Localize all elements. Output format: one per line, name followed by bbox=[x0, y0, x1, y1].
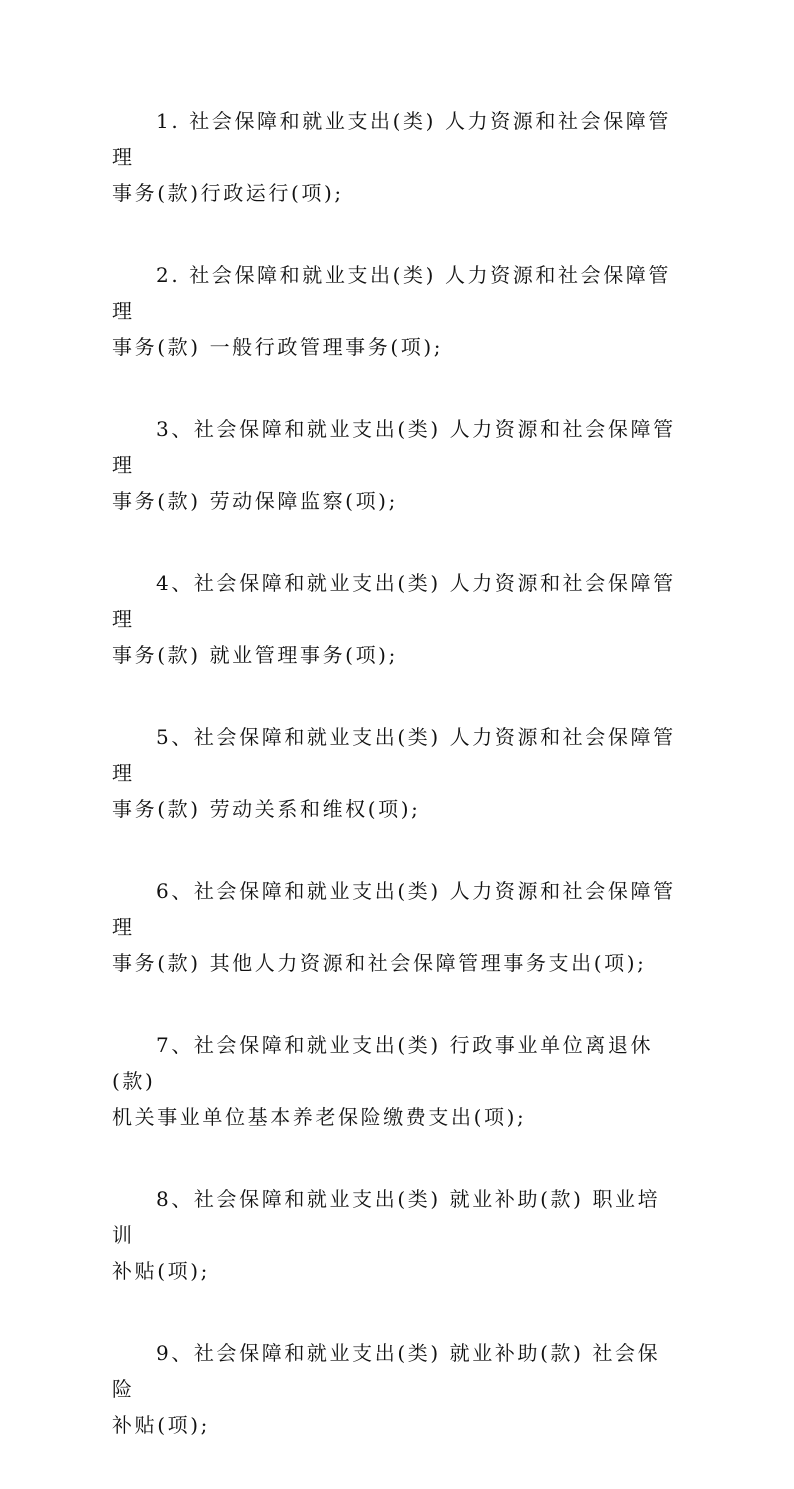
expenditure-item-list bbox=[112, 103, 682, 1489]
list-item-line: 事务(款) 劳动保障监察(项); bbox=[112, 489, 398, 513]
list-item-line: 1. 社会保障和就业支出(类) 人力资源和社会保障管理 bbox=[112, 109, 672, 169]
list-item bbox=[112, 1335, 682, 1443]
list-item bbox=[112, 411, 682, 519]
list-item-line: 8、社会保障和就业支出(类) 就业补助(款) 职业培训 bbox=[112, 1187, 661, 1247]
list-item-line: 3、社会保障和就业支出(类) 人力资源和社会保障管理 bbox=[112, 417, 676, 477]
list-item bbox=[112, 1027, 682, 1135]
list-item bbox=[112, 873, 682, 981]
list-item bbox=[112, 103, 682, 211]
list-item bbox=[112, 719, 682, 827]
list-item-line: 补贴(项); bbox=[112, 1413, 210, 1437]
list-item-line: 事务(款) 劳动关系和维权(项); bbox=[112, 797, 421, 821]
list-item-line: 事务(款) 就业管理事务(项); bbox=[112, 643, 398, 667]
list-item-line: 补贴(项); bbox=[112, 1259, 210, 1283]
list-item-line: 事务(款) 一般行政管理事务(项); bbox=[112, 335, 444, 359]
list-item-line: 7、社会保障和就业支出(类) 行政事业单位离退休(款) bbox=[112, 1033, 654, 1093]
list-item-line: 5、社会保障和就业支出(类) 人力资源和社会保障管理 bbox=[112, 725, 676, 785]
list-item-line: 机关事业单位基本养老保险缴费支出(项); bbox=[112, 1105, 527, 1129]
list-item-line: 4、社会保障和就业支出(类) 人力资源和社会保障管理 bbox=[112, 571, 676, 631]
list-item-line: 9、社会保障和就业支出(类) 就业补助(款) 社会保险 bbox=[112, 1341, 661, 1401]
list-item bbox=[112, 1181, 682, 1289]
list-item bbox=[112, 257, 682, 365]
list-item bbox=[112, 565, 682, 673]
list-item-line: 6、社会保障和就业支出(类) 人力资源和社会保障管理 bbox=[112, 879, 676, 939]
list-item-line: 2. 社会保障和就业支出(类) 人力资源和社会保障管理 bbox=[112, 263, 672, 323]
list-item-line: 事务(款)行政运行(项); bbox=[112, 181, 344, 205]
list-item-line: 事务(款) 其他人力资源和社会保障管理事务支出(项); bbox=[112, 951, 647, 975]
